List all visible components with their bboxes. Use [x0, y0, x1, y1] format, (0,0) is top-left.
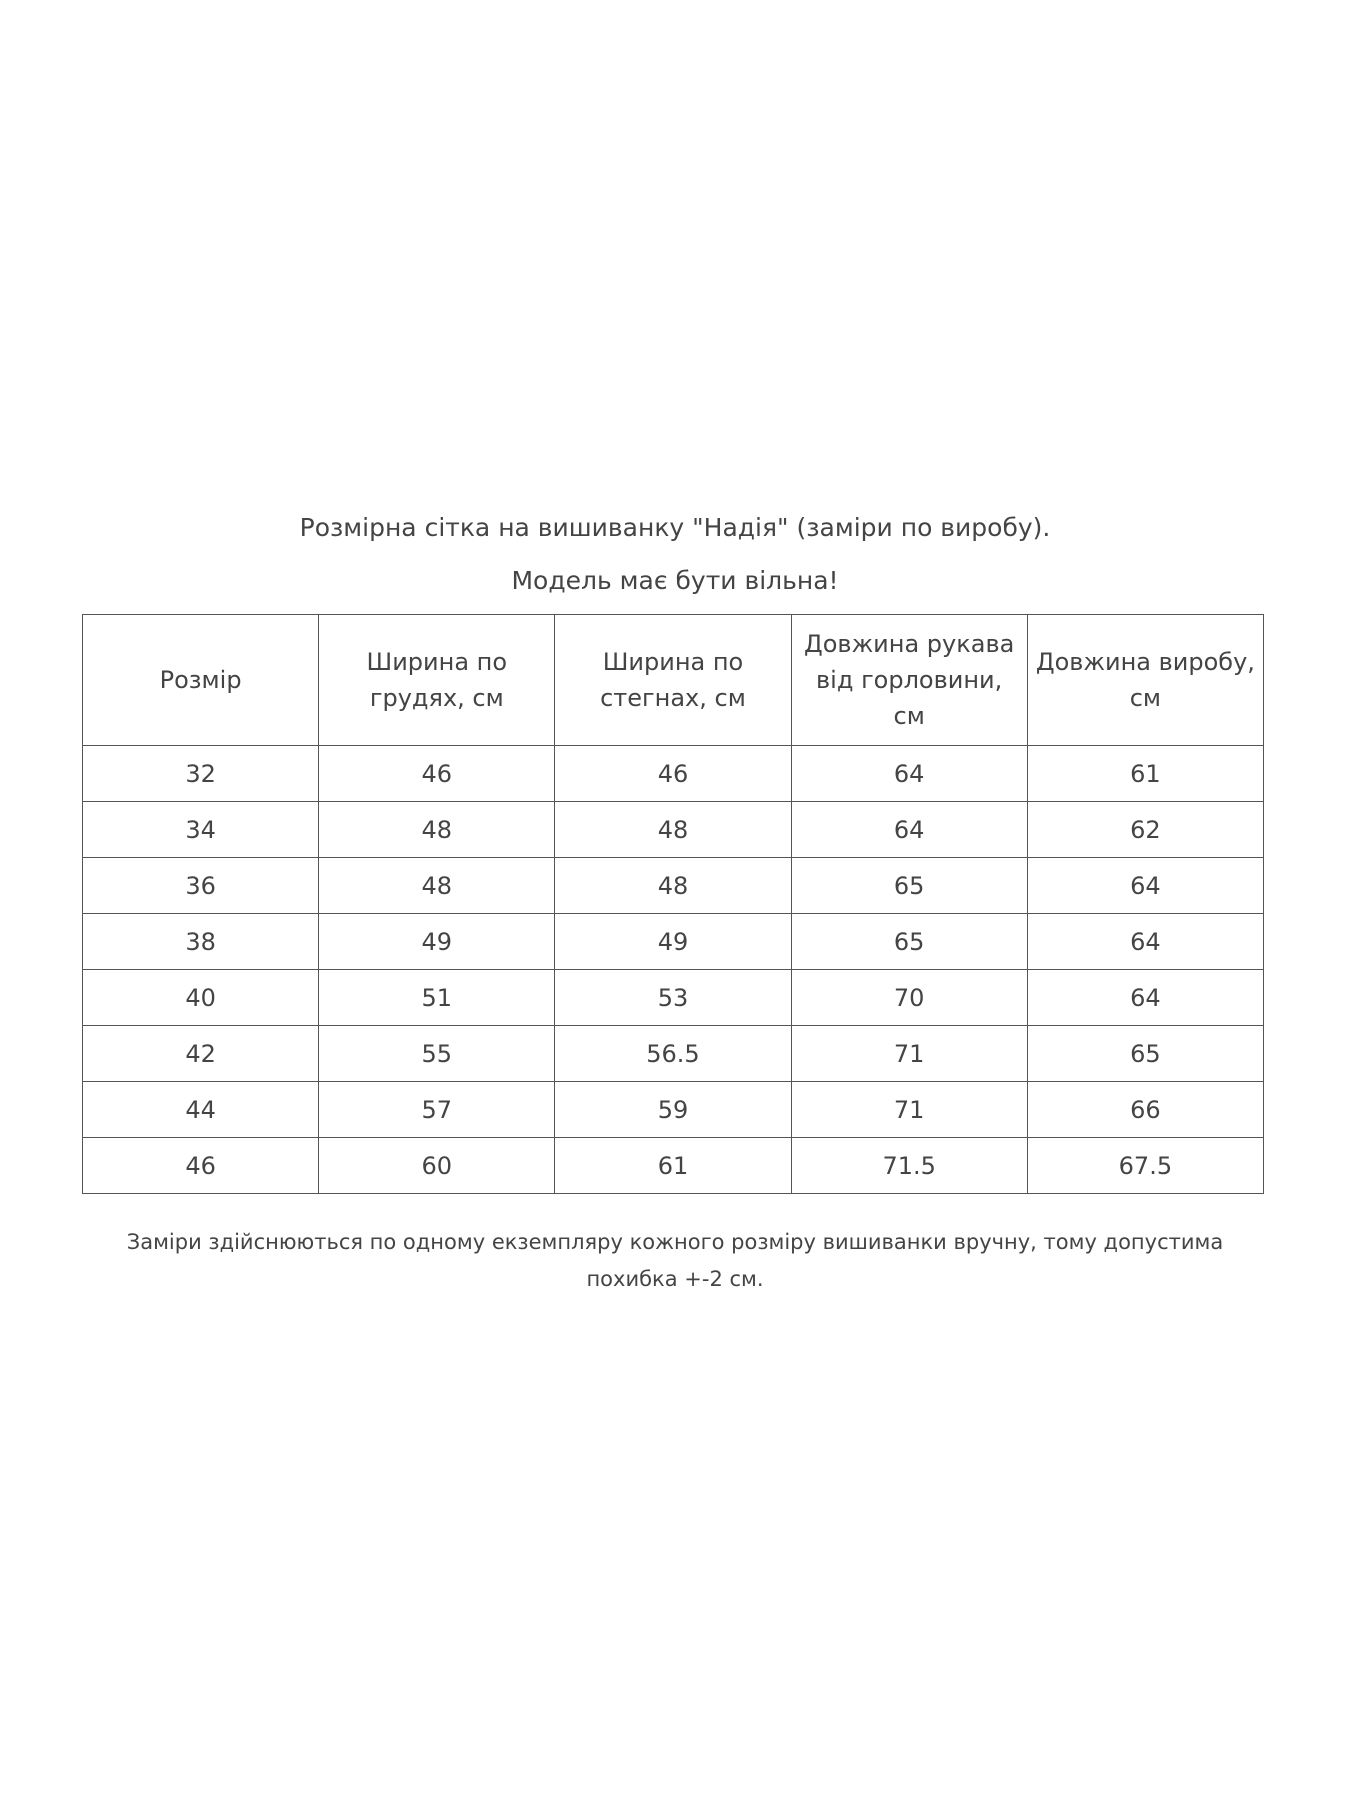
cell-sleeve-length: 64 [791, 746, 1027, 802]
table-row [83, 1138, 1264, 1194]
cell-hip-width: 56.5 [555, 1026, 791, 1082]
cell-chest-width: 46 [319, 746, 555, 802]
cell-garment-length: 67.5 [1027, 1138, 1263, 1194]
header-row [83, 615, 1264, 746]
size-chart-table [82, 614, 1264, 1194]
cell-size: 32 [83, 746, 319, 802]
cell-size: 40 [83, 970, 319, 1026]
header-hip-width: Ширина по стегнах, см [555, 615, 791, 746]
cell-hip-width: 46 [555, 746, 791, 802]
cell-hip-width: 48 [555, 802, 791, 858]
cell-garment-length: 64 [1027, 858, 1263, 914]
cell-sleeve-length: 71 [791, 1026, 1027, 1082]
header-garment-length: Довжина виробу, см [1027, 615, 1263, 746]
cell-hip-width: 59 [555, 1082, 791, 1138]
cell-garment-length: 65 [1027, 1026, 1263, 1082]
cell-size: 46 [83, 1138, 319, 1194]
table-row [83, 858, 1264, 914]
cell-hip-width: 49 [555, 914, 791, 970]
cell-size: 44 [83, 1082, 319, 1138]
cell-chest-width: 51 [319, 970, 555, 1026]
cell-hip-width: 61 [555, 1138, 791, 1194]
cell-chest-width: 60 [319, 1138, 555, 1194]
cell-sleeve-length: 65 [791, 914, 1027, 970]
cell-chest-width: 49 [319, 914, 555, 970]
note-line: Заміри здійснюються по одному екземпляру кожного розміру вишиванки вручну, тому допустима [126, 1230, 1224, 1254]
cell-garment-length: 66 [1027, 1082, 1263, 1138]
table-row [83, 1026, 1264, 1082]
note-line: похибка +-2 см. [586, 1267, 764, 1291]
header-chest-width: Ширина по грудях, см [319, 615, 555, 746]
cell-sleeve-length: 64 [791, 802, 1027, 858]
table-body [83, 746, 1264, 1194]
measurement-note [100, 1224, 1250, 1298]
cell-garment-length: 64 [1027, 914, 1263, 970]
table-row [83, 802, 1264, 858]
table-row [83, 1082, 1264, 1138]
cell-garment-length: 64 [1027, 970, 1263, 1026]
table-row [83, 970, 1264, 1026]
cell-sleeve-length: 65 [791, 858, 1027, 914]
cell-sleeve-length: 70 [791, 970, 1027, 1026]
cell-garment-length: 62 [1027, 802, 1263, 858]
cell-size: 38 [83, 914, 319, 970]
cell-size: 42 [83, 1026, 319, 1082]
header-sleeve-length: Довжина рукава від горловини, см [791, 615, 1027, 746]
cell-sleeve-length: 71.5 [791, 1138, 1027, 1194]
table-header [83, 615, 1264, 746]
page-subtitle: Модель має бути вільна! [511, 566, 839, 595]
cell-chest-width: 48 [319, 802, 555, 858]
table-row [83, 914, 1264, 970]
cell-sleeve-length: 71 [791, 1082, 1027, 1138]
header-size: Розмір [83, 615, 319, 746]
cell-chest-width: 57 [319, 1082, 555, 1138]
cell-hip-width: 48 [555, 858, 791, 914]
cell-chest-width: 55 [319, 1026, 555, 1082]
cell-garment-length: 61 [1027, 746, 1263, 802]
table-row [83, 746, 1264, 802]
cell-hip-width: 53 [555, 970, 791, 1026]
cell-chest-width: 48 [319, 858, 555, 914]
page-title: Розмірна сітка на вишиванку "Надія" (заміри по виробу). [299, 513, 1051, 542]
cell-size: 34 [83, 802, 319, 858]
cell-size: 36 [83, 858, 319, 914]
